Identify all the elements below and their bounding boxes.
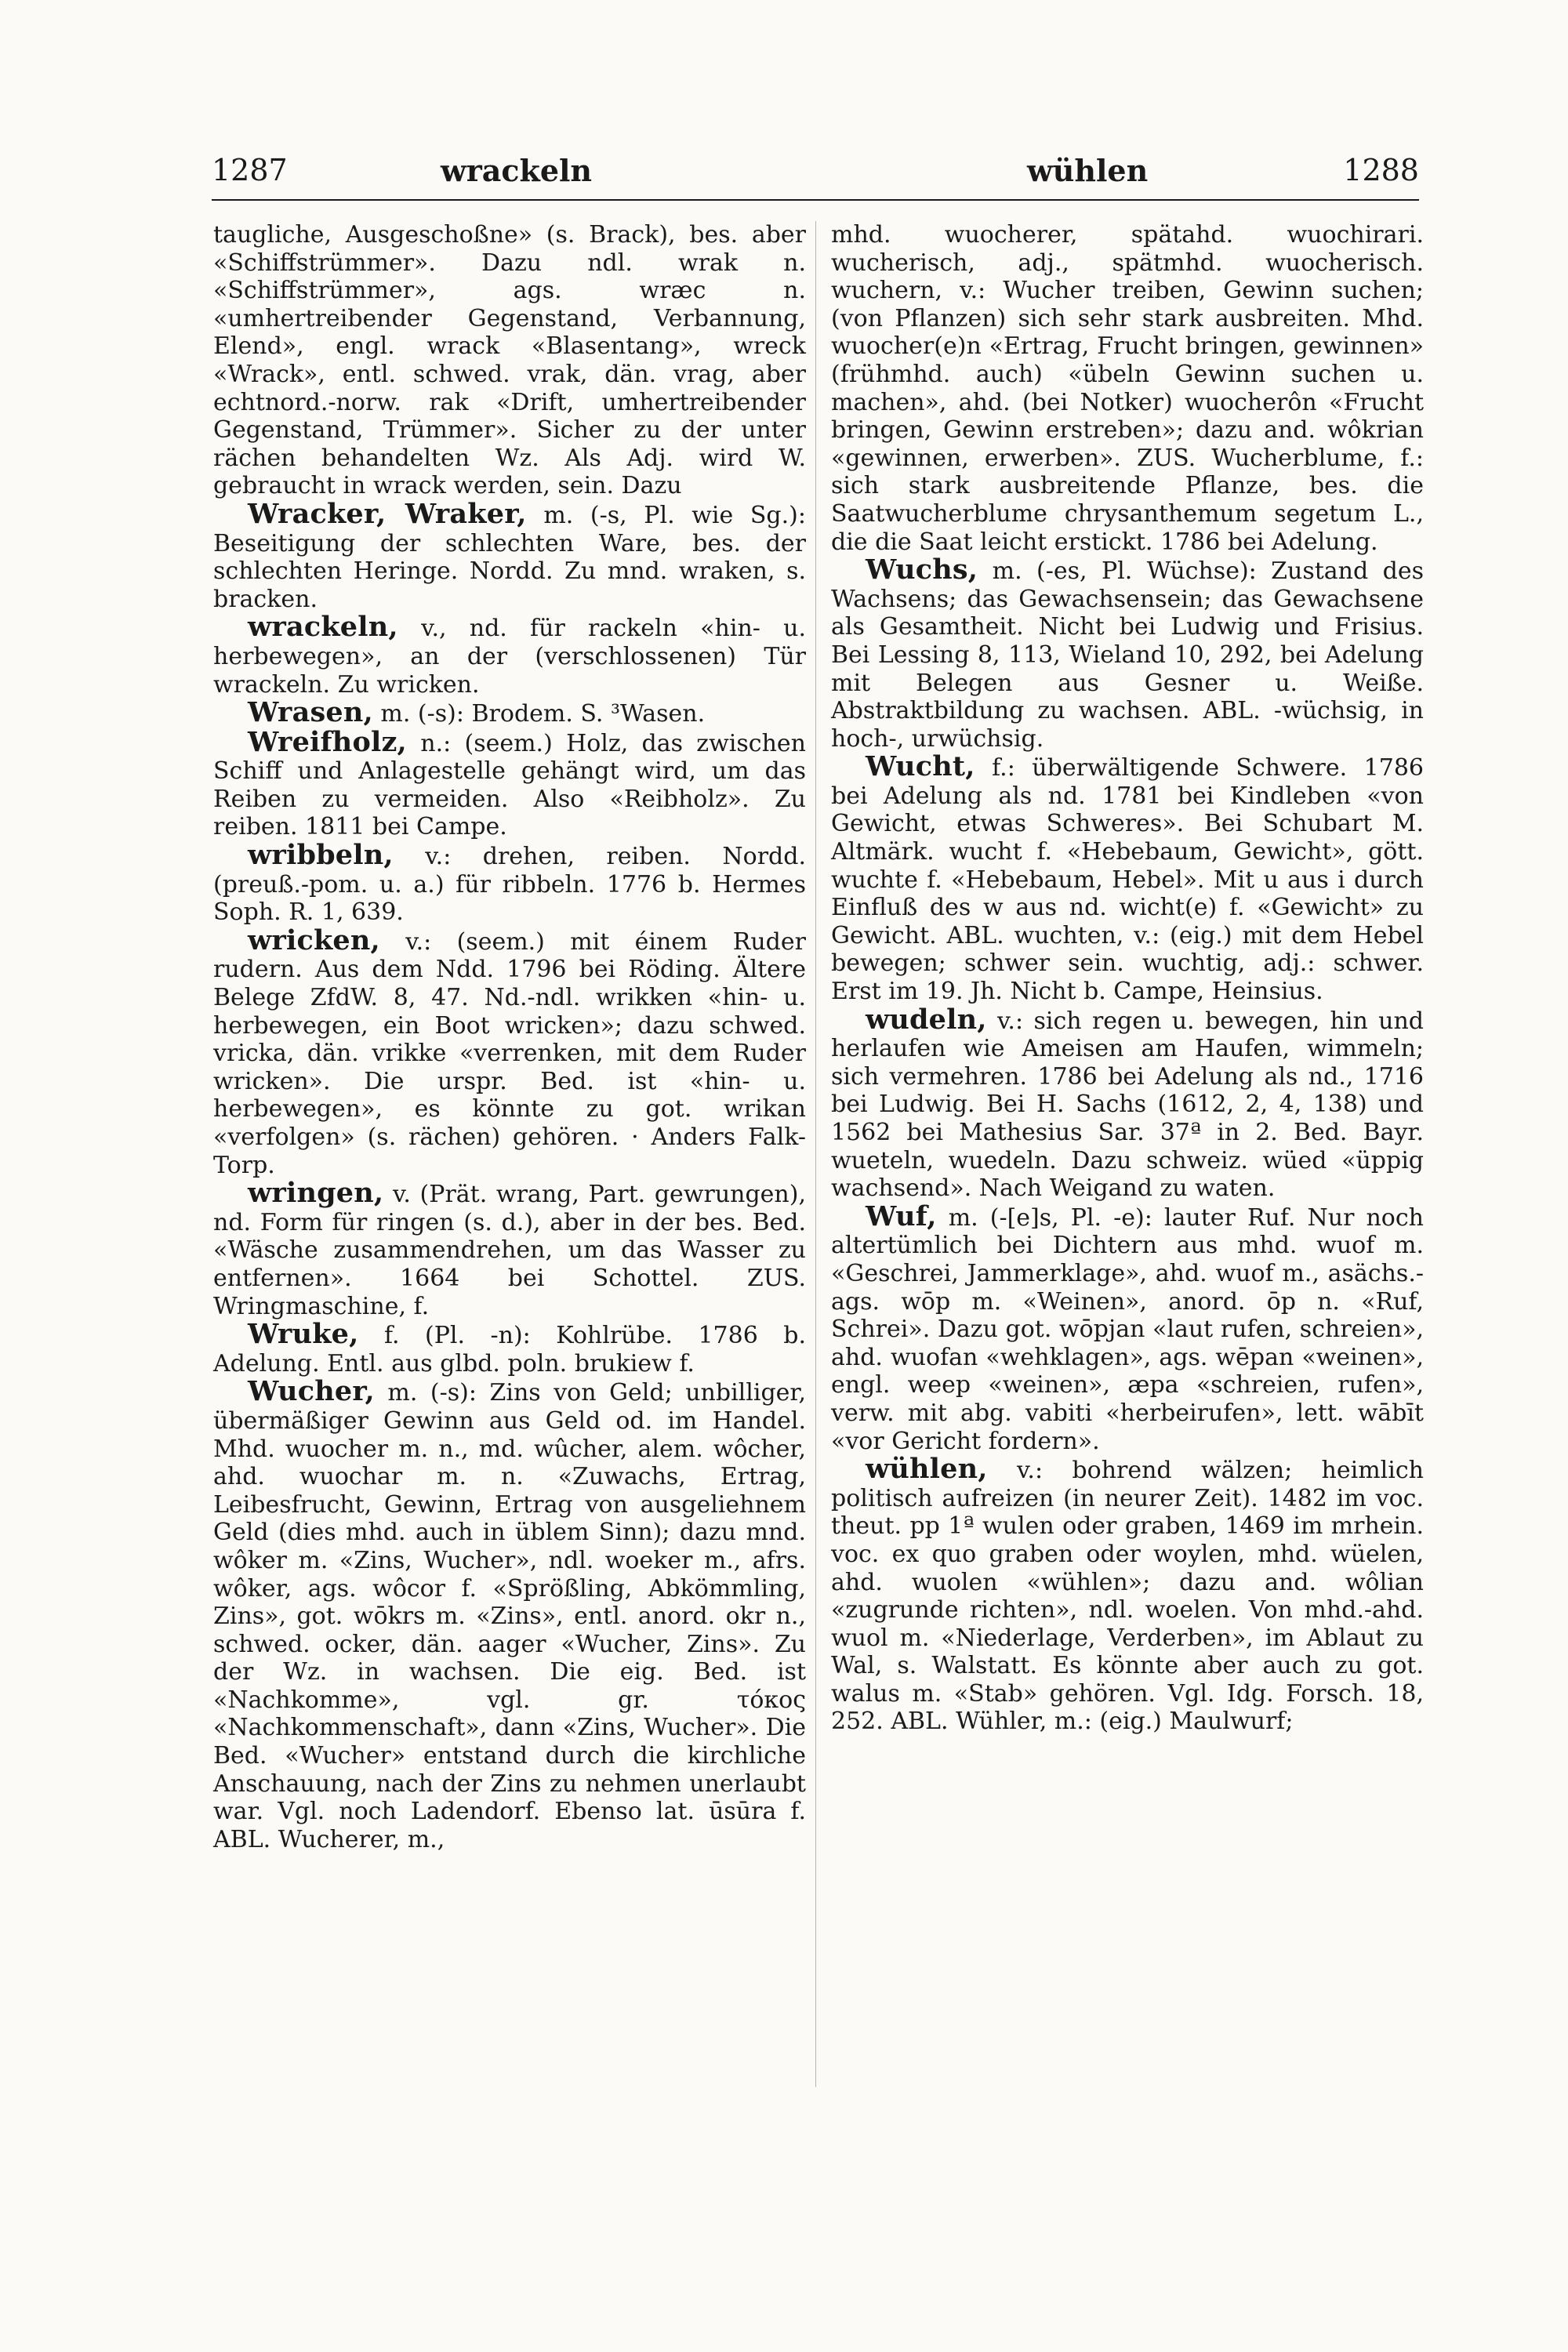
entry-text: v., nd. für rackeln «hin- u. herbewegen», an der (verschlossenen) Tür wrackeln. Zu wricken. (213, 615, 806, 699)
entry-text: m. (-s, Pl. wie Sg.): Beseitigung der schlechten Ware, bes. der schlechten Heringe. Nordd. Zu mnd. wraken, s. bracken. (213, 501, 806, 613)
headword: Wreifholz, (248, 725, 407, 758)
running-header (212, 153, 1419, 200)
headword: wringen, (248, 1177, 384, 1210)
entry-text: v.: sich regen u. bewegen, hin und herlaufen wie Ameisen am Haufen, wimmeln; sich vermehren. 1786 bei Adelung als nd., 1716 bei Ludwig. Bei H. Sachs (1612, 2, 4, 138) und 1562 bei Mathesius Sar. 37ª in 2. Bed. Bayr. wueteln, wuedeln. Dazu schweiz. wüed «üppig wachsend». Nach Weigand zu waten. (831, 1007, 1424, 1203)
entry-text: v.: bohrend wälzen; heimlich politisch aufreizen (in neurer Zeit). 1482 im voc. theut. pp 1ª wulen oder graben, 1469 im mrhein. voc. ex quo graben oder woylen, mhd. wüelen, ahd. wuolen «wühlen»; dazu and. wôlian «zugrunde richten», ndl. woelen. Von mhd.-ahd. wuol m. «Niederlage, Verderben», im Ablaut zu Wal, s. Walstatt. Es könnte aber auch zu got. walus m. «Stab» gehören. Vgl. Idg. Forsch. 18, 252. ABL. Wühler, m.: (eig.) Maulwurf; (831, 1457, 1424, 1736)
headword: Wuf, (866, 1200, 937, 1232)
entry-text: mhd. wuocherer, spätahd. wuochirari. wucherisch, adj., spätmhd. wuocherisch. wuchern, v.: Wucher treiben, Gewinn suchen; (von Pflanzen) sich sehr stark ausbreiten. Mhd. wuocher(e)n «Ertrag, Frucht bringen, gewinnen» (frühmhd. auch) «übeln Gewinn suchen u. machen», ahd. (bei Notker) wuocherôn «Frucht bringen, Gewinn erstreben»; dazu and. wôkrian «gewinnen, erwerben». ZUS. Wucherblume, f.: sich stark ausbreitende Pflanze, bes. die Saatwucherblume chrysanthemum segetum L., die die Saat leicht erstickt. 1786 bei Adelung. (831, 221, 1424, 556)
entry-wringen (213, 1179, 806, 1320)
headword: Wracker, Wraker, (248, 497, 527, 530)
entry-wrasen (213, 696, 806, 729)
entry-wreifholz (213, 725, 806, 841)
entry-wuchs (831, 556, 1424, 753)
headword: Wruke, (248, 1318, 359, 1351)
entry-text: f.: überwältigende Schwere. 1786 bei Adelung als nd. 1781 bei Kindleben «von Gewicht, etwas Schweres». Bei Schubart M. Altmärk. wucht f. «Hebebaum, Gewicht», gött. wuchte f. «Hebebaum, Hebel». Mit u aus i durch Einfluß des w aus nd. wicht(e) f. «Gewicht» zu Gewicht. ABL. wuchten, v.: (eig.) mit dem Hebel bewegen; schwer sein. wuchtig, adj.: schwer. Erst im 19. Jh. Nicht b. Campe, Heinsius. (831, 754, 1424, 1006)
entry-text: taugliche, Ausgeschoßne» (s. Brack), bes. aber «Schiffstrümmer». Dazu ndl. wrak n. «Schiffstrümmer», ags. wræc n. «umhertreibender Gegenstand, Verbannung, Elend», engl. wrack «Blasentang», wreck «Wrack», entl. schwed. vrak, dän. vrag, aber echtnord.-norw. rak «Drift, umhertreibender Gegenstand, Trümmer». Sicher zu der unter rächen behandelten Wz. Als Adj. wird W. gebraucht in wrack werden, sein. Dazu (213, 221, 806, 500)
right-guide-word: wühlen (1027, 153, 1149, 188)
headword: wudeln, (866, 1003, 987, 1036)
left-page-number: 1287 (212, 153, 288, 187)
entry-wudeln (831, 1003, 1424, 1203)
left-column (213, 221, 806, 1853)
headword: wrackeln, (248, 611, 398, 644)
entry-text: v.: drehen, reiben. Nordd. (preuß.-pom. u. a.) für ribbeln. 1776 b. Hermes Soph. R. 1, 639. (213, 843, 806, 927)
headword: wühlen, (866, 1453, 988, 1486)
entry-text: m. (-s): Brodem. S. ³Wasen. (380, 700, 706, 728)
headword: Wucht, (866, 750, 975, 783)
entry-wuf (831, 1200, 1424, 1455)
right-column (831, 221, 1424, 1736)
entry-text: v.: (seem.) mit éinem Ruder rudern. Aus dem Ndd. 1796 bei Röding. Ältere Belege ZfdW. 8, 47. Nd.-ndl. wrikken «hin- u. herbewegen, ein Boot wricken»; dazu schwed. vricka, dän. vrikke «verrenken, mit dem Ruder wricken». Die urspr. Bed. ist «hin- u. herbewegen», es könnte zu got. wrikan «verfolgen» (s. rächen) gehören. · Anders Falk-Torp. (213, 927, 806, 1179)
entry-wuehlen (831, 1455, 1424, 1736)
entry-c-mhd-wuocherer (831, 221, 1424, 556)
entry-text: m. (-[e]s, Pl. -e): lauter Ruf. Nur noch altertümlich bei Dichtern aus mhd. wuof m. «Geschrei, Jammerklage», ahd. wuof m., asächs.-ags. wōp m. «Weinen», anord. ōp n. «Ruf, Schrei». Dazu got. wōpjan «laut rufen, schreien», ahd. wuofan «wehklagen», ags. wēpan «weinen», engl. weep «weinen», æpa «schreien, rufen», verw. mit abg. vabiti «herbeirufen», lett. wābīt «vor Gericht fordern». (831, 1203, 1424, 1455)
entry-wucht (831, 750, 1424, 1006)
entry-wricken (213, 924, 806, 1179)
headword: Wrasen, (248, 696, 373, 729)
entry-wribbeln (213, 841, 806, 927)
header-rule (212, 199, 1419, 201)
entry-text: f. (Pl. -n): Kohlrübe. 1786 b. Adelung. Entl. aus glbd. poln. brukiew f. (213, 1322, 806, 1377)
entry-text: v. (Prät. wrang, Part. gewrungen), nd. Form für ringen (s. d.), aber in der bes. Bed. «Wäsche zusammendrehen, um das Wasser zu entfernen». 1664 bei Schottel. ZUS. Wringmaschine, f. (213, 1181, 806, 1320)
entry-wruke (213, 1320, 806, 1377)
headword: Wuchs, (866, 554, 978, 586)
entry-wrackeln (213, 613, 806, 699)
entry-wracker (213, 497, 806, 613)
left-guide-word: wrackeln (441, 153, 593, 188)
right-page-number: 1288 (1343, 153, 1419, 187)
entry-text: m. (-s): Zins von Geld; unbilliger, übermäßiger Gewinn aus Geld od. im Handel. Mhd. wuocher m. n., md. wûcher, alem. wôcher, ahd. wuochar m. n. «Zuwachs, Ertrag, Leibesfrucht, Gewinn, Ertrag von ausgeliehnem Geld (dies mhd. auch in üblem Sinn); dazu mnd. wôker m. «Zins, Wucher», ndl. woeker m., afrs. wôker, ags. wôcor f. «Sprößling, Abkömmling, Zins», got. wōkrs m. «Zins», entl. anord. okr n., schwed. ocker, dän. aager «Wucher, Zins». Zu der Wz. in wachsen. Die eig. Bed. ist «Nachkomme», vgl. gr. τόκος «Nachkommenschaft», dann «Zins, Wucher». Die Bed. «Wucher» entstand durch die kirchliche Anschauung, nach der Zins zu nehmen unerlaubt war. Vgl. noch Ladendorf. Ebenso lat. ūsūra f. ABL. Wucherer, m., (213, 1379, 806, 1853)
headword: Wucher, (248, 1375, 375, 1408)
entry-text: m. (-es, Pl. Wüchse): Zustand des Wachsens; das Gewachsensein; das Gewachsene als Gesamtheit. Nicht bei Ludwig und Frisius. Bei Lessing 8, 113, Wieland 10, 292, bei Adelung mit Belegen aus Gesner u. Weiße. Abstraktbildung zu wachsen. ABL. -wüchsig, in hoch-, urwüchsig. (831, 557, 1424, 753)
headword: wribbeln, (248, 839, 394, 872)
column-divider (815, 221, 816, 2087)
entry-text: n.: (seem.) Holz, das zwischen Schiff und Anlagestelle gehängt wird, um das Reiben zu vermeiden. Also «Reibholz». Zu reiben. 1811 bei Campe. (213, 729, 806, 841)
headword: wricken, (248, 924, 380, 956)
entry-wucher (213, 1377, 806, 1853)
entry-c-taugliche (213, 221, 806, 500)
